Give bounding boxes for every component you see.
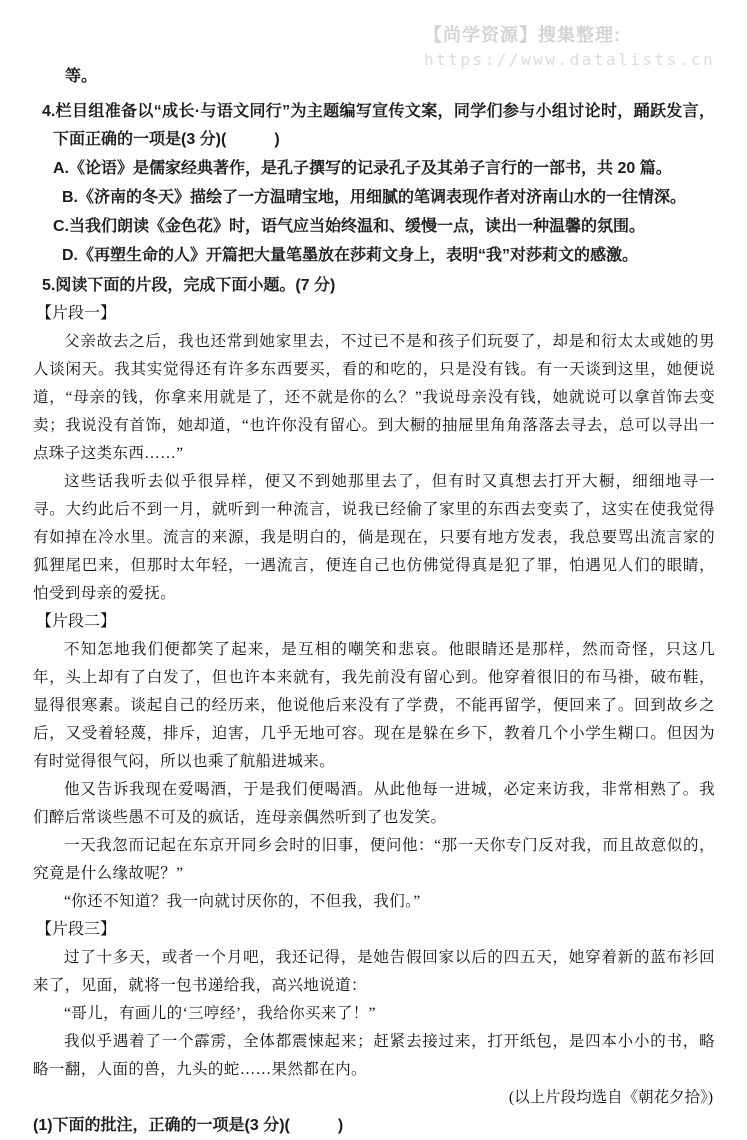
question-4-option-c: C.当我们朗读《金色花》时，语气应当始终温和、缓慢一点，读出一种温馨的氛围。 bbox=[53, 218, 646, 235]
fragment-1-title: 【片段一】 bbox=[36, 305, 117, 322]
fragment-2-title: 【片段二】 bbox=[36, 613, 117, 630]
fragment-3-paragraph-1: 过了十多天，或者一个月吧，我还记得，是她告假回家以后的四五天，她穿着新的蓝布衫回来了，见面，就将一包书递给我，高兴地说道： bbox=[33, 949, 715, 994]
question-5-sub-question-1: (1)下面的批注，正确的一项是(3 分)( ) bbox=[33, 1117, 344, 1134]
question-5-stem: 5.阅读下面的片段，完成下面小题。(7 分) bbox=[42, 277, 336, 294]
passage-attribution: (以上片段均选自《朝花夕拾》) bbox=[508, 1089, 713, 1106]
fragment-3-paragraph-3: 我似乎遇着了一个霹雳，全体都震悚起来；赶紧去接过来，打开纸包，是四本小小的书，略略一翻，人面的兽，九头的蛇……果然都在内。 bbox=[33, 1033, 715, 1078]
question-4-option-b: B.《济南的冬天》描绘了一方温晴宝地，用细腻的笔调表现作者对济南山水的一往情深。 bbox=[62, 189, 687, 206]
fragment-2-paragraph-2: 他又告诉我现在爱喝酒，于是我们便喝酒。从此他每一进城，必定来访我，非常相熟了。我们醉后常谈些愚不可及的疯话，连母亲偶然听到了也发笑。 bbox=[33, 781, 715, 826]
fragment-3-paragraph-2: “哥儿，有画儿的‘三哼经’，我给你买来了！” bbox=[64, 1005, 376, 1022]
question-4-option-a: A.《论语》是儒家经典著作，是孔子撰写的记录孔子及其弟子言行的一部书，共 20 篇。 bbox=[53, 160, 672, 177]
question-4-stem: 4.栏目组准备以“成长·与语文同行”为主题编写宣传文案，同学们参与小组讨论时，踊跃发言，下面正确的一项是(3 分)( ) bbox=[42, 103, 715, 148]
previous-item-tail-text: 等。 bbox=[65, 68, 98, 85]
watermark-source-label: 【尚学资源】搜集整理: bbox=[424, 25, 621, 45]
fragment-3-title: 【片段三】 bbox=[36, 921, 117, 938]
watermark-url: https://www.datalists.cn bbox=[424, 50, 716, 70]
fragment-2-paragraph-3: 一天我忽而记起在东京开同乡会时的旧事，便问他：“那一天你专门反对我，而且故意似的，究竟是什么缘故呢？” bbox=[33, 837, 715, 882]
fragment-2-paragraph-4: “你还不知道？我一向就讨厌你的，不但我，我们。” bbox=[64, 893, 421, 910]
fragment-1-paragraph-1: 父亲故去之后，我也还常到她家里去，不过已不是和孩子们玩耍了，却是和衍太太或她的男人谈闲天。我其实觉得还有许多东西要买，看的和吃的，只是没有钱。有一天谈到这里，她便说道，“母亲的钱，你拿来用就是了，还不就是你的么？”我说母亲没有钱，她就说可以拿首饰去变卖；我说没有首饰，她却道，“也许你没有留心。到大橱的抽屉里角角落落去寻去，总可以寻出一点珠子这类东西……” bbox=[33, 333, 715, 462]
fragment-1-paragraph-2: 这些话我听去似乎很异样，便又不到她那里去了，但有时又真想去打开大橱，细细地寻一寻。大约此后不到一月，就听到一种流言，说我已经偷了家里的东西去变卖了，这实在使我觉得有如掉在冷水里。流言的来源，我是明白的，倘是现在，只要有地方发表，我总要骂出流言家的狐狸尾巴来，但那时太年轻，一遇流言，便连自己也仿佛觉得真是犯了罪，怕遇见人们的眼睛，怕受到母亲的爱抚。 bbox=[33, 473, 715, 602]
question-4-option-d: D.《再塑生命的人》开篇把大量笔墨放在莎莉文身上，表明“我”对莎莉文的感激。 bbox=[62, 247, 639, 264]
fragment-2-paragraph-1: 不知怎地我们便都笑了起来，是互相的嘲笑和悲哀。他眼睛还是那样，然而奇怪，只这几年，头上却有了白发了，但也许本来就有，我先前没有留心到。他穿着很旧的布马褂，破布鞋，显得很寒素。谈起自己的经历来，他说他后来没有了学费，不能再留学，便回来了。回到故乡之后，又受着轻蔑，排斥，迫害，几乎无地可容。现在是躲在乡下，教着几个小学生糊口。但因为有时觉得很气闷，所以也乘了航船进城来。 bbox=[33, 641, 715, 770]
